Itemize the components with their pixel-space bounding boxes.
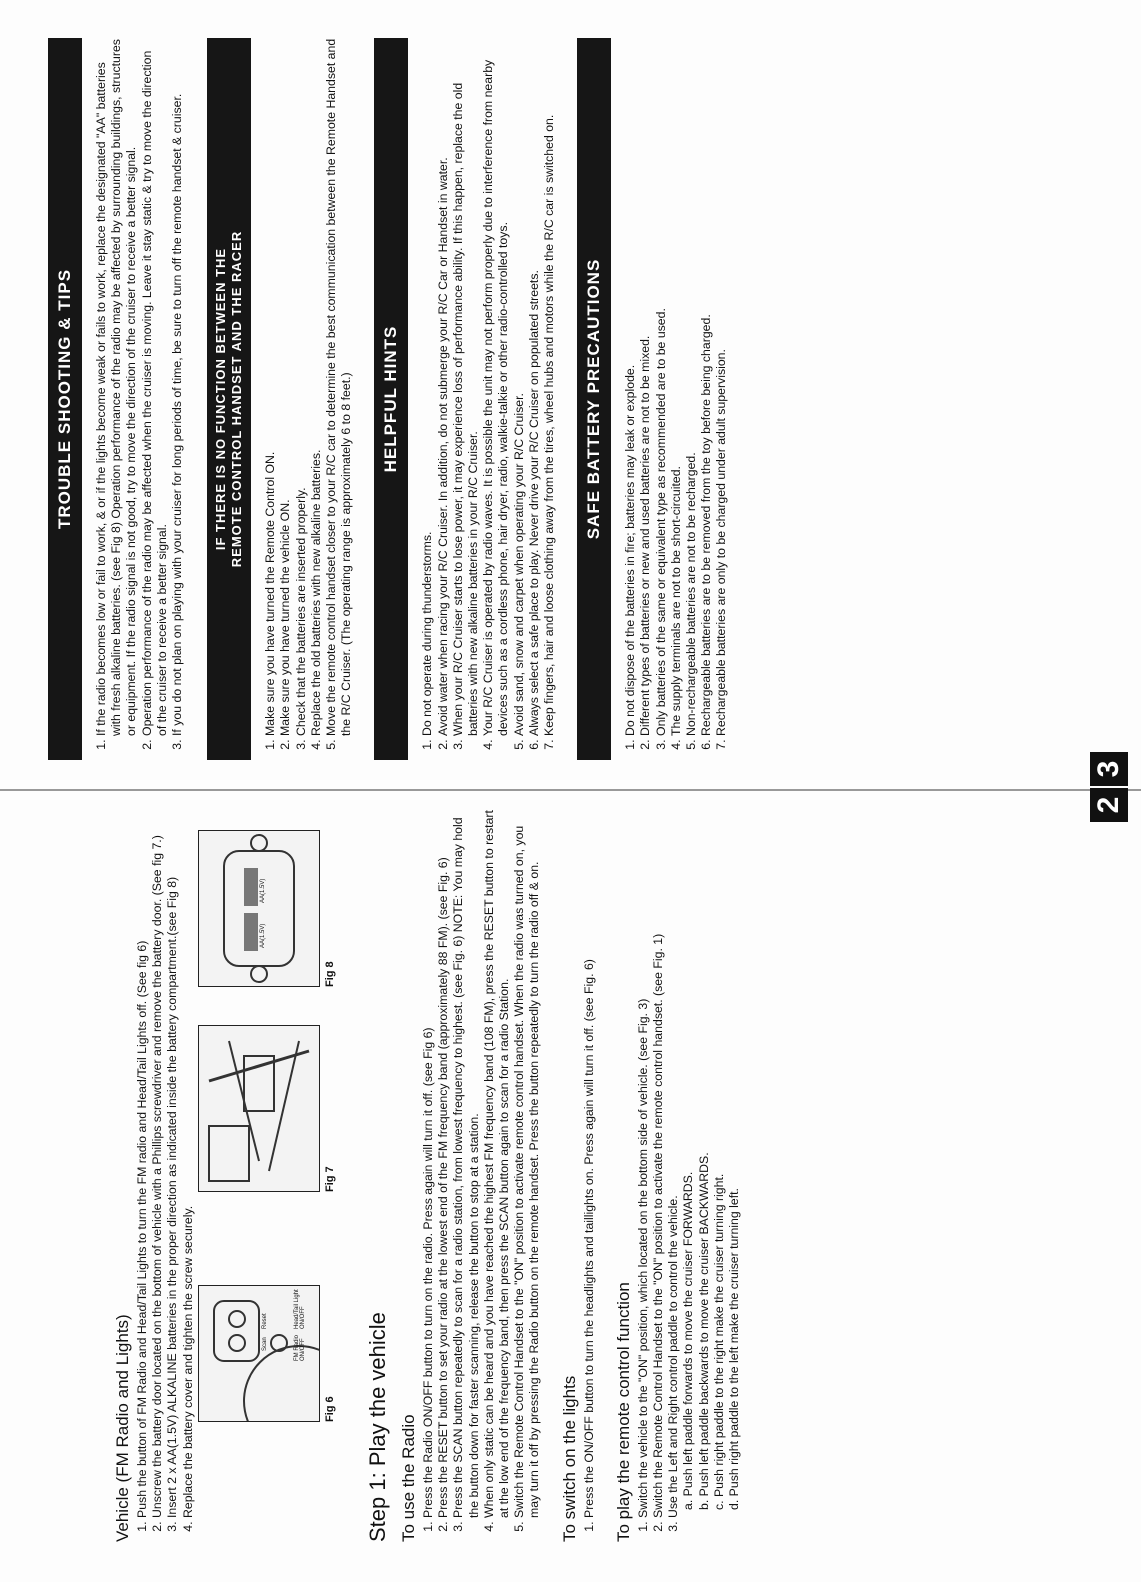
list-item: 1. Press the Radio ON/OFF button to turn on the radio. Press again will turn it off. (see Fig 6) (421, 807, 436, 1518)
battery-list (623, 38, 729, 760)
list-item: 3. If you do not plan on playing with your cruiser for long periods of time, be sure to turn off the remote handset & cruiser. (170, 38, 185, 736)
radio-steps (421, 807, 543, 1542)
list-item: 7. Keep fingers, hair and loose clothing away from the tires, wheel hubs and motors while the R/C car is switched on. (542, 38, 557, 736)
fig6-fm-label: FM Radio ON/OFF (294, 1334, 306, 1361)
vehicle-heading: Vehicle (FM Radio and Lights) (113, 1314, 132, 1542)
fig6-scan-label: Scan (262, 1337, 268, 1351)
list-item: 2. Switch the Remote Control Handset to the "ON" position to activate the remote control handset. (see Fig. 1) (651, 807, 666, 1518)
page-number-left: 2 (1090, 788, 1128, 822)
fig8-label: Fig 8 (324, 961, 336, 987)
list-item: 3. Press the SCAN button repeatedly to scan for a radio station, from lowest frequency to highest. (see Fig. 6) NOTE: You may hold the button down for faster scanning, release the button to stop at a station. (451, 807, 481, 1518)
list-item: 2. Make sure you have turned the vehicle ON. (278, 38, 293, 736)
nofunc-title (207, 38, 251, 760)
list-item: 5. Non-rechargeable batteries are not to be recharged. (684, 38, 699, 736)
list-item: 4. The supply terminals are not to be short-circuited. (669, 38, 684, 736)
hints-list (420, 38, 557, 760)
fig8-drawing (199, 831, 319, 986)
nofunc-title-line: REMOTE CONTROL HANDSET AND THE RACER (229, 230, 245, 568)
list-item: 2. Unscrew the battery door located on the bottom of vehicle with a Phillips screwdriver and remove the battery door. (See fig 7.) (150, 812, 165, 1518)
fig6-light-label: Head/Tail Light ON/OFF (294, 1289, 306, 1329)
list-item: 1. Press the ON/OFF button to turn the headlights and taillights on. Press again will turn it off. (see Fig. 6) (582, 807, 597, 1518)
list-item: 1. Switch the vehicle to the "ON" position, which located on the bottom side of vehicle. (see Fig. 3) (636, 807, 651, 1518)
hints-title: HELPFUL HINTS (374, 38, 408, 760)
list-item: 1. Do not operate during thunderstorms. (420, 38, 435, 736)
vehicle-steps (135, 812, 196, 1542)
trouble-title: TROUBLE SHOOTING & TIPS (48, 38, 82, 760)
list-item: 1. Do not dispose of the batteries in fire; batteries may leak or explode. (623, 38, 638, 736)
list-item: 4. Replace the old batteries with new alkaline batteries. (309, 38, 324, 736)
fig6-label: Fig 6 (324, 1396, 336, 1422)
left-page (112, 812, 196, 1542)
page-number-right: 3 (1090, 752, 1128, 786)
fig8-battery-label: AA(1.5V) (260, 923, 266, 948)
list-item: 2. Operation performance of the radio may be affected when the cruiser is moving. Leave it stay static & try to move the direction of the cruiser to receive a better signal. (140, 38, 170, 736)
nofunc-title-line: IF THERE IS NO FUNCTION BETWEEN THE (213, 247, 229, 551)
list-item: 5. Avoid sand, snow and carpet when operating your R/C Cruiser. (512, 38, 527, 736)
list-item: 4. Replace the battery cover and tighten the screw securely. (181, 812, 196, 1518)
list-item: 6. Rechargeable batteries are to be removed from the toy before being charged. (699, 38, 714, 736)
lights-heading: To switch on the lights (559, 1375, 579, 1542)
list-item: 5. Switch the Remote Control Handset to the "ON" position to activate remote control handset. When the radio was turned on, you may turn it off by pressing the Radio button on the remote handset. Press the button repeatedly to turn the radio off & on. (512, 807, 542, 1518)
trouble-list (94, 38, 185, 760)
list-item: 5. Move the remote control handset closer to your R/C car to determine the best communication between the Remote Handset and the R/C Cruiser. (The operating range is approximately 6 to 8 feet.) (324, 38, 354, 736)
remote-heading: To play the remote control function (613, 1282, 633, 1542)
list-item: a. Push left paddle forwards to move the cruiser FORWARDS. (681, 1171, 696, 1510)
remote-steps (636, 807, 742, 1542)
list-item: 2. Different types of batteries or new and used batteries are not to be mixed. (638, 38, 653, 736)
fig8-image (198, 830, 320, 987)
list-item: 1. If the radio becomes low or fail to work, & or if the lights become weak or fails to work, replace the designated "AA" batteries with fresh alkaline batteries. (see Fig 8) Operation performance of the radio may be affected by surrounding buildings, structures or equipment. If the radio signal is not good, try to move the direction of the cruiser to receive a better signal. (94, 38, 140, 736)
list-item: 1. Make sure you have turned the Remote Control ON. (263, 38, 278, 736)
fig6-reset-label: Reset (262, 1313, 268, 1329)
fig8-battery-label: AA(1.5V) (260, 878, 266, 903)
list-item: 7. Rechargeable batteries are only to be charged under adult supervision. (714, 38, 729, 736)
list-item: 4. Your R/C Cruiser is operated by radio waves. It is possible the unit may not perform properly due to interference from nearby devices such as a cordless phone, hair dryer, radio, walkie-talkie or other radio-controlled toys. (481, 38, 511, 736)
list-item: d. Push right paddle to the left make the cruiser turning left. (727, 1188, 742, 1510)
list-item: 3. When your R/C Cruiser starts to lose power, it may experience loss of performance ability. If this happen, replace the old batteries with new alkaline batteries in your R/C Cruiser. (451, 38, 481, 736)
list-item: 3. Check that the batteries are inserted properly. (294, 38, 309, 736)
list-item: 1. Push the button of FM Radio and Head/Tail Lights to turn the FM radio and Head/Tail Lights off. (See fig 6) (135, 812, 150, 1518)
page-divider (0, 789, 1141, 791)
radio-heading: To use the Radio (399, 1414, 418, 1542)
right-page (48, 38, 730, 760)
list-item: b. Push left paddle backwards to move the cruiser BACKWARDS. (696, 1152, 711, 1510)
step1-heading: Step 1: Play the vehicle (365, 1312, 390, 1542)
fig7-label: Fig 7 (324, 1166, 336, 1192)
fig7-image (198, 1025, 320, 1192)
lights-steps (582, 807, 597, 1542)
left-page-lower (350, 807, 742, 1542)
list-item: 3. Use the Left and Right control paddle to control the vehicle. a. Push left paddle forwards to move the cruiser FORWARDS. b. Push left paddle backwards to move the cruiser BACKWARDS. c. Push right paddle to the right make the cruiser turning right. d. Push right paddle to the left make the cruiser turning left. (666, 807, 742, 1518)
list-item: 2. Press the RESET button to set your radio at the lowest end of the FM frequency band (approximately 88 FM). (see Fig. 6) (436, 807, 451, 1518)
list-item: 4. When only static can be heard and you have reached the highest FM frequency band (108 FM), press the RESET button to restart at the low end of the frequency band, then press the SCAN button again to scan for a radio Station. (482, 807, 512, 1518)
battery-title: SAFE BATTERY PRECAUTIONS (577, 38, 611, 760)
list-item: 2. Avoid water when racing your R/C Cruiser. In addition, do not submerge your R/C Car or Handset in water. (436, 38, 451, 736)
list-item: 3. Only batteries of the same or equivalent type as recommended are to be used. (654, 38, 669, 736)
fig6-image (198, 1285, 320, 1422)
list-item: 6. Always select a safe place to play. Never drive your R/C Cruiser on populated streets. (527, 38, 542, 736)
nofunc-list (263, 38, 354, 760)
list-item: 3. Insert 2 x AA(1.5V) ALKALINE batteries in the proper direction as indicated inside the battery compartment.(see Fig 8) (165, 812, 180, 1518)
list-item: c. Push right paddle to the right make the cruiser turning right. (711, 1173, 726, 1510)
fig7-drawing (199, 1026, 319, 1191)
remote-substeps (681, 807, 742, 1518)
